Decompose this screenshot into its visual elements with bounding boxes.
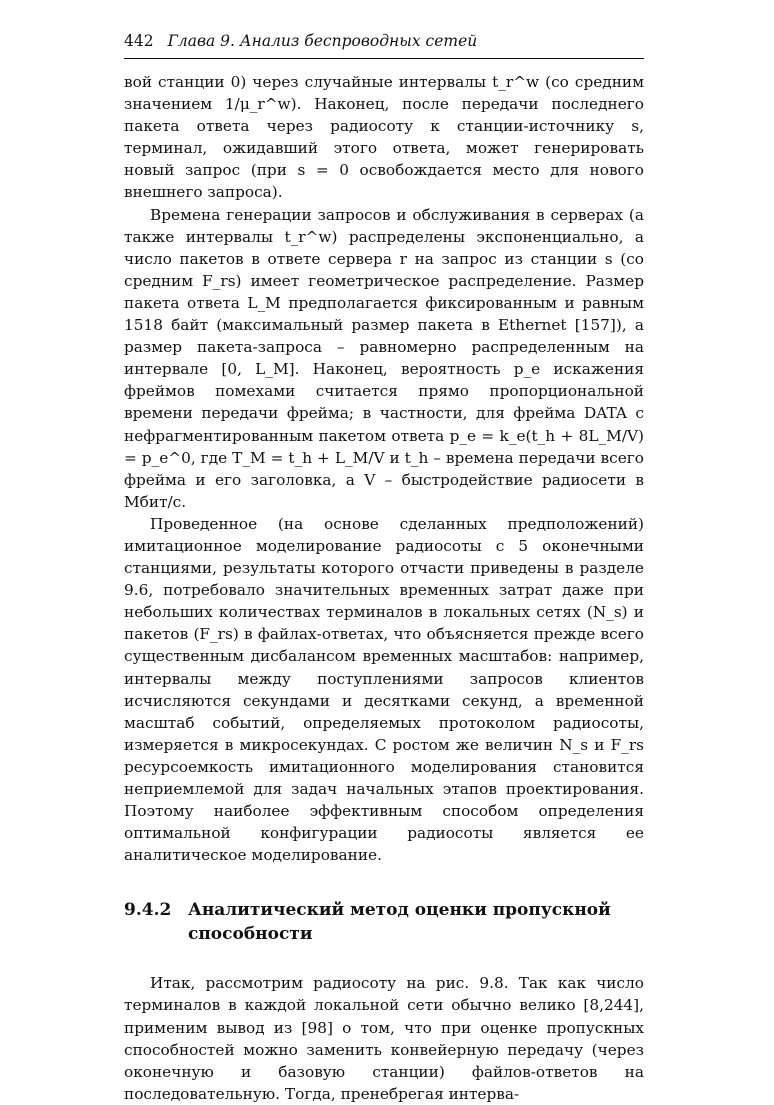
running-head (124, 32, 644, 59)
body-text-after (124, 972, 644, 1105)
running-title: Глава 9. Анализ беспроводных сетей (167, 32, 478, 50)
page (124, 32, 644, 1105)
page-number: 442 (124, 32, 154, 50)
paragraph-4: Итак, рассмотрим радиосоту на рис. 9.8. Так как число терминалов в каждой локальной сети обычно велико [8,244], применим вывод из [98] о том, что при оценке пропускных способностей можно заменить конвейерную передачу (через оконечную и базовую станции) файлов-ответов на последовательную. Тогда, пренебрегая интерва- (124, 974, 644, 1103)
section-number: 9.4.2 (124, 900, 172, 921)
section-heading (124, 898, 644, 946)
body-text (124, 71, 644, 866)
paragraph-1: вой станции 0) через случайные интервалы t_r^w (со средним значением 1/μ_r^w). Наконец, после передачи последнего пакета ответа через радиосоту к станции-источнику s, терминал, ожидавший этого ответа, может генерировать новый запрос (при s = 0 освобождается место для нового внешнего запроса). (124, 73, 644, 202)
paragraph-2: Времена генерации запросов и обслуживания в серверах (а также интервалы t_r^w) распределены экспоненциально, а число пакетов в ответе сервера r на запрос из станции s (со средним F_rs) имеет геометрическое распределение. Размер пакета ответа L_M предполагается фиксированным и равным 1518 байт (максимальный размер пакета в Ethernet [157]), а размер пакета-запроса – равномерно распределенным на интервале [0, L_M]. Наконец, вероятность p_e искажения фреймов помехами считается прямо пропорциональной времени передачи фрейма; в частности, для фрейма DATA с нефрагментированным пакетом ответа p_e = k_e(t_h + 8L_M/V) = p_e^0, где T_M = t_h + L_M/V и t_h – времена передачи всего фрейма и его заголовка, а V – быстродействие радиосети в Мбит/с. (124, 205, 644, 511)
paragraph-3: Проведенное (на основе сделанных предположений) имитационное моделирование радиосоты с 5 оконечными станциями, результаты которого отчасти приведены в разделе 9.6, потребовало значительных временных затрат даже при небольших количествах терминалов в локальных сетях (N_s) и пакетов (F_rs) в файлах-ответах, что объясняется прежде всего существенным дисбалансом временных масштабов: например, интервалы между поступлениями запросов клиентов исчисляются секундами и десятками секунд, а временной масштаб событий, определяемых протоколом радиосоты, измеряется в микросекундах. С ростом же величин N_s и F_rs ресурсоемкость имитационного моделирования становится неприемлемой для задач начальных этапов проектирования. Поэтому наиболее эффективным способом определения оптимальной конфигурации радиосоты является ее аналитическое моделирование. (124, 514, 644, 865)
section-title: Аналитический метод оценки пропускной способности (188, 900, 611, 945)
